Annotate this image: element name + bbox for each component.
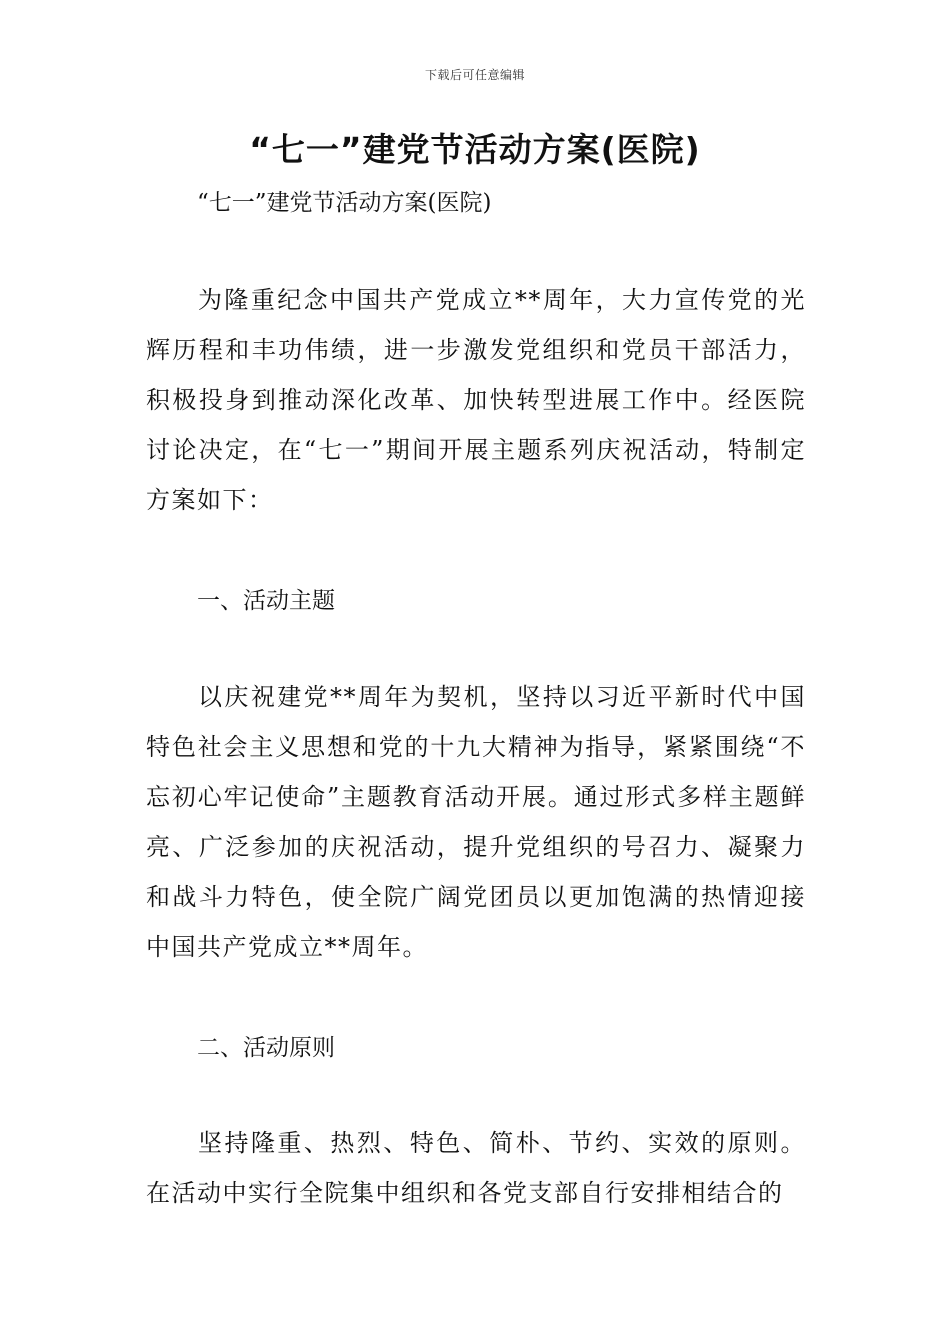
header-note: 下载后可任意编辑 bbox=[424, 68, 525, 82]
document-title: “七一”建党节活动方案(医院) bbox=[249, 130, 701, 169]
section-heading-principles: 二、活动原则 bbox=[197, 1035, 335, 1061]
intro-paragraph: 为隆重纪念中国共产党成立**周年，大力宣传党的光辉历程和丰功伟绩，进一步激发党组织和党员干部活力，积极投身到推动深化改革、加快转型进展工作中。经医院讨论决定，在“七一”期间开展主题系列庆祝活动，特制定方案如下： bbox=[146, 286, 806, 514]
theme-paragraph: 以庆祝建党**周年为契机，坚持以习近平新时代中国特色社会主义思想和党的十九大精神为指导，紧紧围绕“不忘初心牢记使命”主题教育活动开展。通过形式多样主题鲜亮、广泛参加的庆祝活动，提升党组织的号召力、凝聚力和战斗力特色，使全院广阔党团员以更加饱满的热情迎接中国共产党成立**周年。 bbox=[146, 683, 806, 961]
document-subtitle: “七一”建党节活动方案(医院) bbox=[197, 190, 492, 216]
section-heading-theme: 一、活动主题 bbox=[197, 588, 335, 614]
principles-paragraph: 坚持隆重、热烈、特色、简朴、节约、实效的原则。在活动中实行全院集中组织和各党支部自行安排相结合的 bbox=[146, 1129, 806, 1207]
